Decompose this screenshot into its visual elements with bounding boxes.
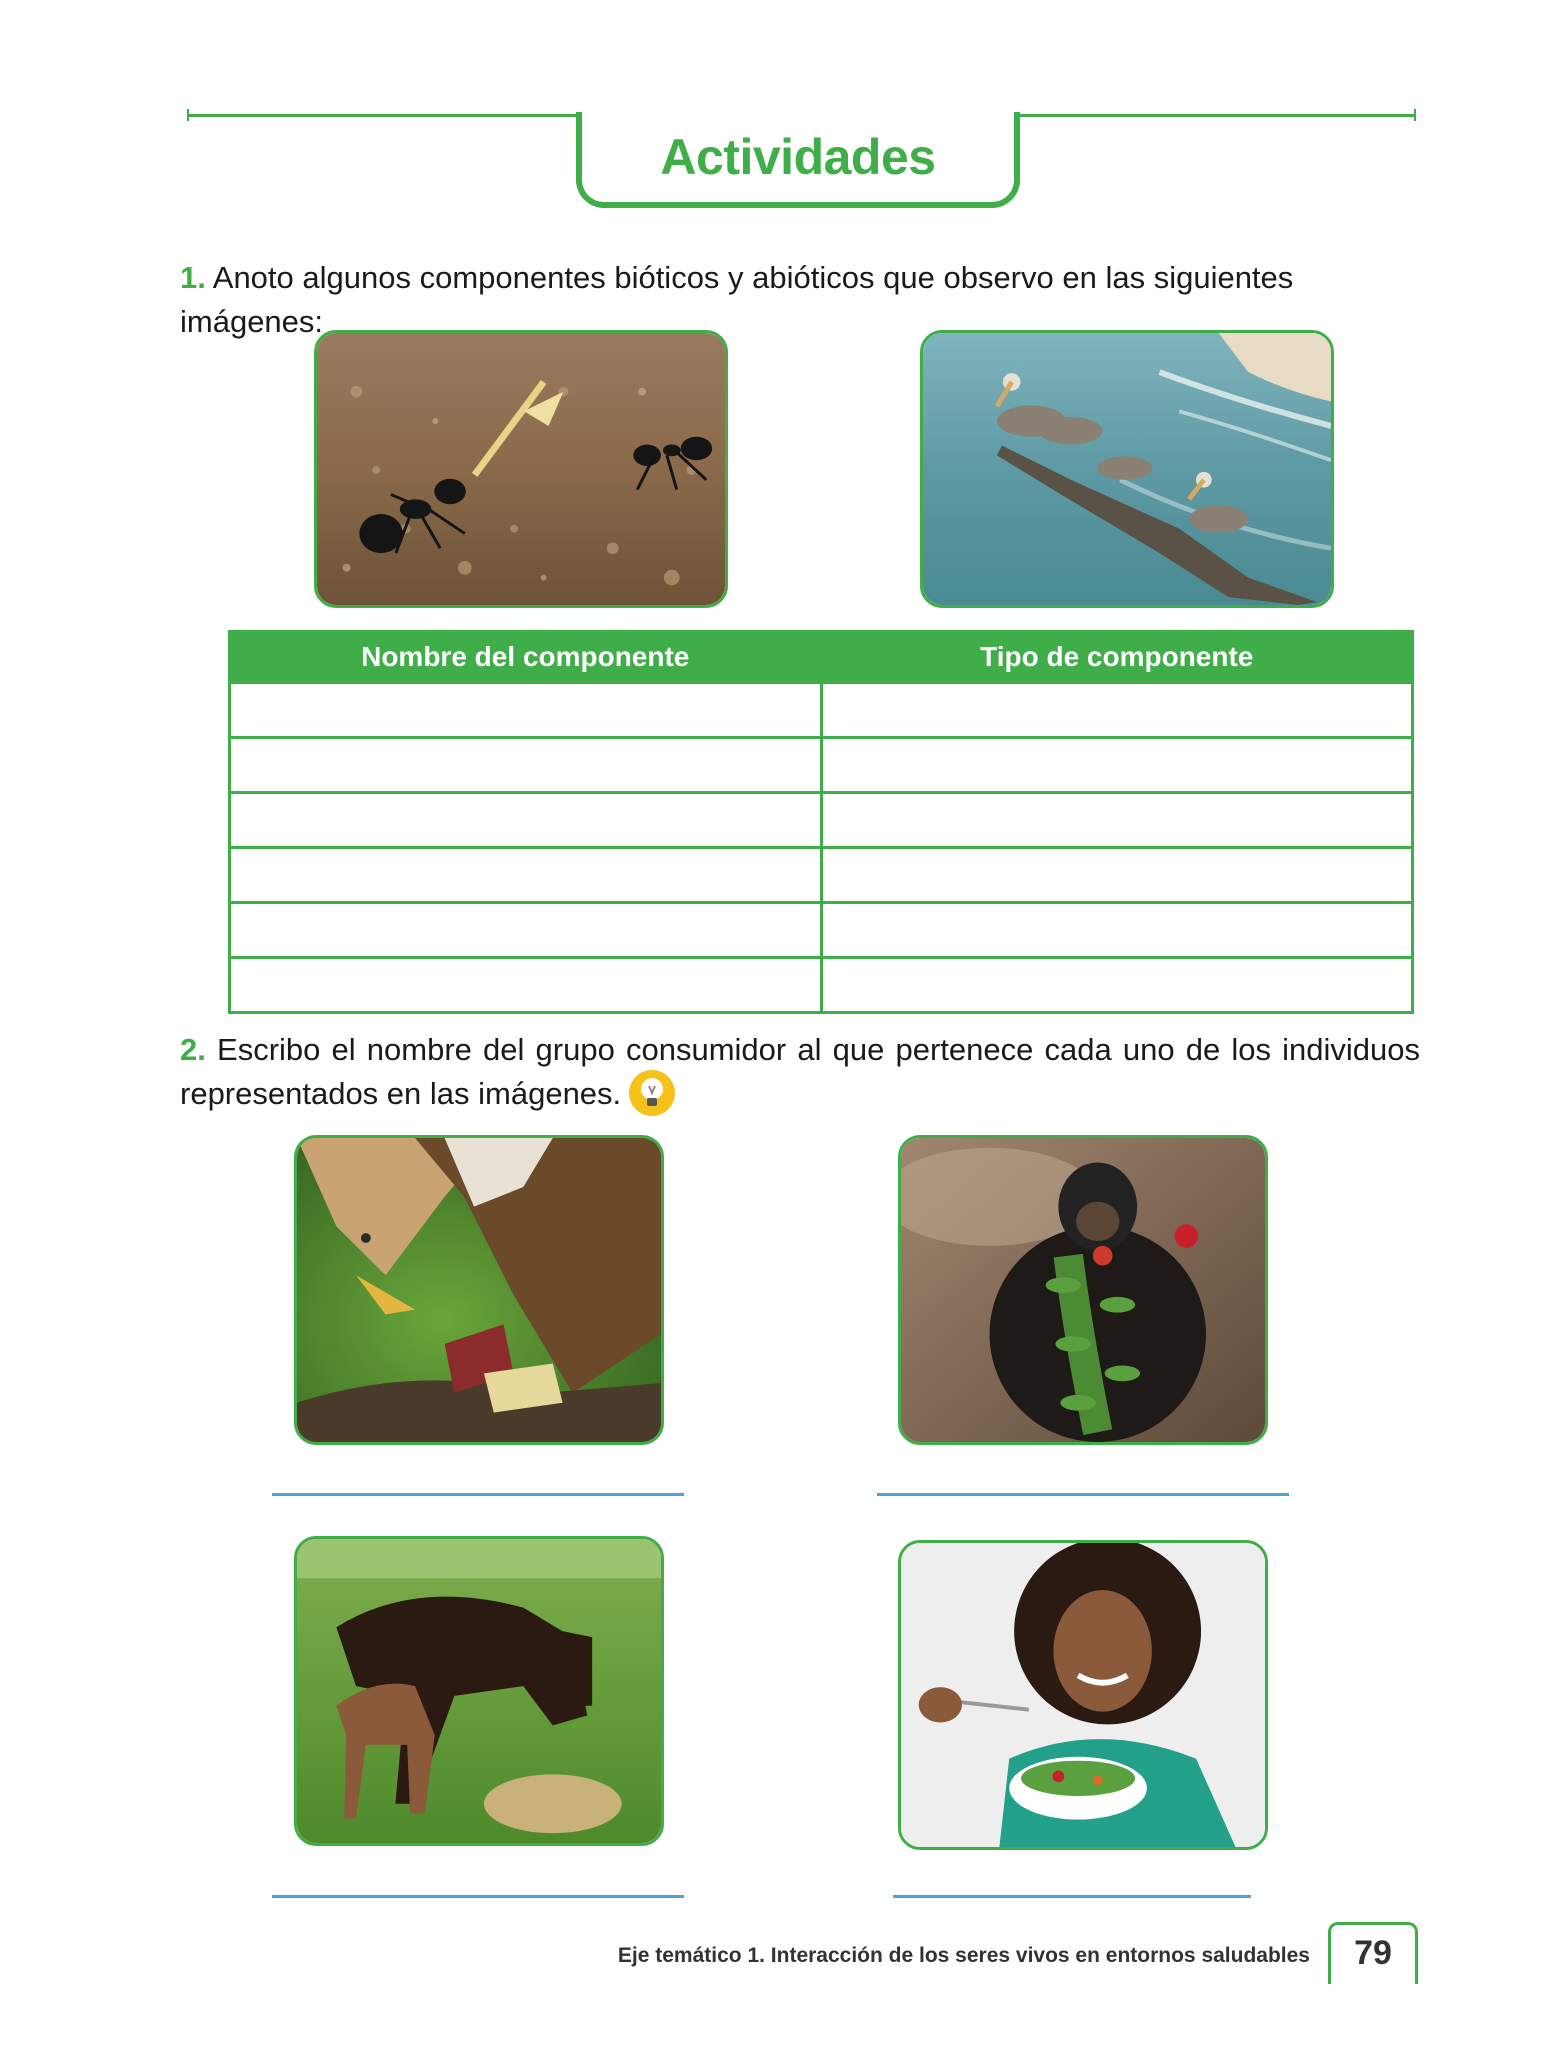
answer-cell[interactable] xyxy=(821,848,1413,903)
answer-cell[interactable] xyxy=(230,738,822,793)
answer-line-horses[interactable] xyxy=(272,1895,684,1898)
photo-chimpanzee xyxy=(898,1135,1268,1445)
photo-ants xyxy=(314,330,728,608)
answer-cell[interactable] xyxy=(821,903,1413,958)
header-component-name: Nombre del componente xyxy=(230,632,822,683)
header-rule-tick-right xyxy=(1414,109,1416,121)
table-row xyxy=(230,683,1413,738)
table-row xyxy=(230,848,1413,903)
answer-cell[interactable] xyxy=(230,958,822,1013)
components-table xyxy=(228,630,1414,1014)
header-rule-tick-left xyxy=(187,109,189,121)
answer-cell[interactable] xyxy=(230,683,822,738)
answer-cell[interactable] xyxy=(821,738,1413,793)
question-1-number: 1. xyxy=(180,260,206,295)
footer-caption: Eje temático 1. Interacción de los seres vivos en entornos saludables xyxy=(617,1944,1310,1967)
lightbulb-icon xyxy=(627,1068,677,1118)
answer-cell[interactable] xyxy=(821,793,1413,848)
page-number-box xyxy=(1328,1922,1418,1984)
photo-eagle xyxy=(294,1135,664,1445)
question-2-number: 2. xyxy=(180,1032,206,1067)
header-component-type: Tipo de componente xyxy=(821,632,1413,683)
answer-line-woman[interactable] xyxy=(893,1895,1251,1898)
question-1-text: Anoto algunos componentes bióticos y abióticos que observo en las siguientes imágenes: xyxy=(180,260,1294,339)
answer-cell[interactable] xyxy=(821,958,1413,1013)
page-number: 79 xyxy=(1354,1934,1392,1972)
table-header-row xyxy=(230,632,1413,683)
table-row xyxy=(230,903,1413,958)
section-tab xyxy=(576,112,1020,208)
answer-cell[interactable] xyxy=(230,793,822,848)
answer-line-chimpanzee[interactable] xyxy=(877,1493,1289,1496)
photo-horses xyxy=(294,1536,664,1846)
question-2-text: Escribo el nombre del grupo consumidor al que pertenece cada uno de los individuos representados en las imágenes. xyxy=(180,1032,1420,1111)
section-title: Actividades xyxy=(660,129,936,185)
answer-cell[interactable] xyxy=(821,683,1413,738)
photo-pelicans xyxy=(920,330,1334,608)
question-2 xyxy=(180,1028,1420,1116)
table-row xyxy=(230,793,1413,848)
table-row xyxy=(230,738,1413,793)
photo-woman-salad xyxy=(898,1540,1268,1850)
answer-cell[interactable] xyxy=(230,903,822,958)
answer-cell[interactable] xyxy=(230,848,822,903)
table-row xyxy=(230,958,1413,1013)
answer-line-eagle[interactable] xyxy=(272,1493,684,1496)
